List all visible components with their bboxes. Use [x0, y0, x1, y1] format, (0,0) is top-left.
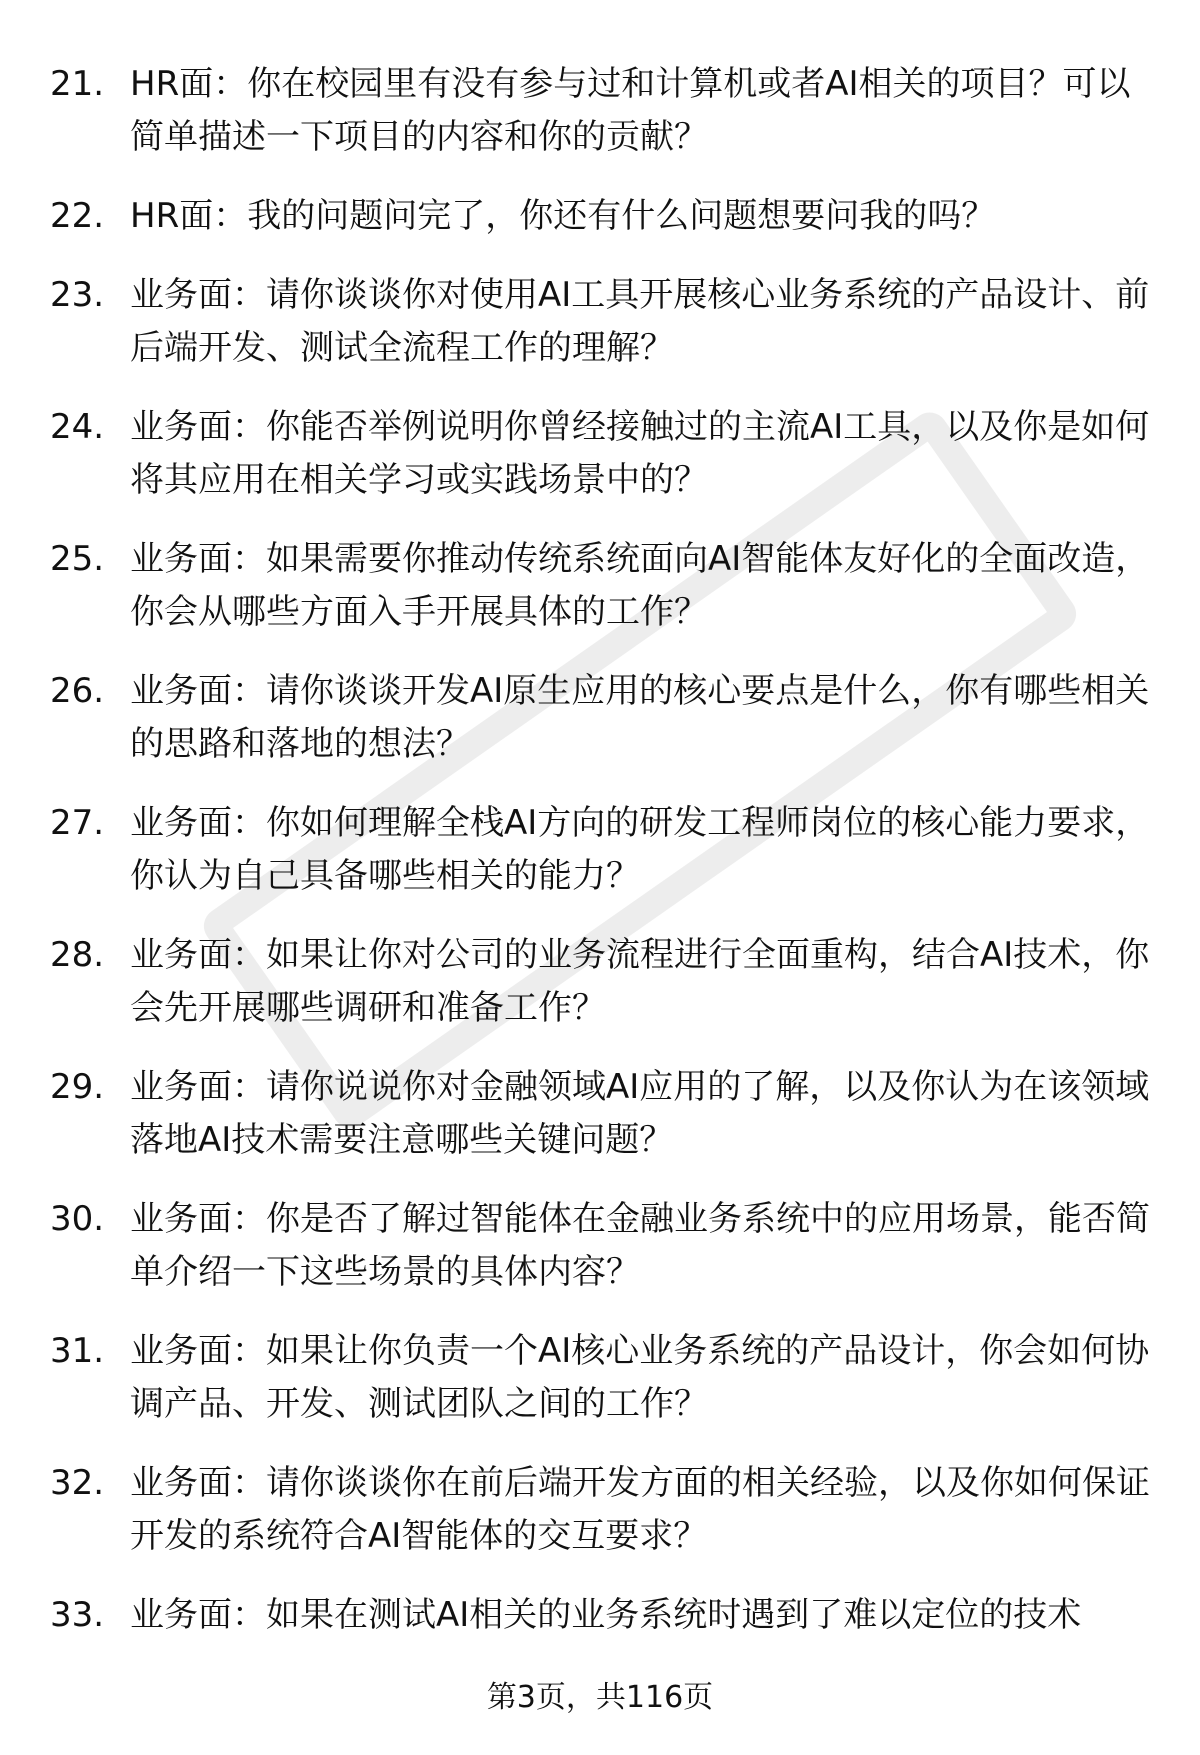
question-item [50, 1061, 1160, 1167]
question-item [50, 1457, 1160, 1563]
question-item [50, 190, 1160, 243]
question-number: 31. [50, 1331, 105, 1371]
question-number: 23. [50, 275, 105, 315]
question-item [50, 401, 1160, 507]
question-text: 业务面：如果在测试AI相关的业务系统时遇到了难以定位的技术 [130, 1595, 1082, 1635]
question-text: 业务面：请你谈谈你对使用AI工具开展核心业务系统的产品设计、前后端开发、测试全流程工作的理解？ [130, 275, 1150, 368]
question-text: 业务面：你如何理解全栈AI方向的研发工程师岗位的核心能力要求，你认为自己具备哪些相关的能力？ [130, 803, 1150, 896]
question-text: 业务面：如果需要你推动传统系统面向AI智能体友好化的全面改造，你会从哪些方面入手开展具体的工作？ [130, 539, 1150, 632]
question-text: 业务面：如果让你对公司的业务流程进行全面重构，结合AI技术，你会先开展哪些调研和准备工作？ [130, 935, 1150, 1028]
page-footer: 第3页，共116页 [486, 1680, 714, 1715]
question-text: HR面：你在校园里有没有参与过和计算机或者AI相关的项目？可以简单描述一下项目的内容和你的贡献？ [130, 64, 1131, 157]
question-number: 29. [50, 1067, 105, 1107]
question-text: 业务面：请你谈谈你在前后端开发方面的相关经验，以及你如何保证开发的系统符合AI智能体的交互要求？ [130, 1463, 1150, 1556]
question-number: 28. [50, 935, 105, 975]
question-number: 24. [50, 407, 105, 447]
question-item [50, 269, 1160, 375]
question-number: 21. [50, 64, 105, 104]
question-item [50, 533, 1160, 639]
question-number: 27. [50, 803, 105, 843]
question-item [50, 1589, 1160, 1642]
question-text: 业务面：如果让你负责一个AI核心业务系统的产品设计，你会如何协调产品、开发、测试团队之间的工作？ [130, 1331, 1150, 1424]
question-number: 25. [50, 539, 105, 579]
question-number: 30. [50, 1199, 105, 1239]
question-item [50, 665, 1160, 771]
question-text: 业务面：你能否举例说明你曾经接触过的主流AI工具，以及你是如何将其应用在相关学习或实践场景中的？ [130, 407, 1150, 500]
question-item [50, 929, 1160, 1035]
question-item [50, 797, 1160, 903]
question-number: 33. [50, 1595, 105, 1635]
question-text: 业务面：你是否了解过智能体在金融业务系统中的应用场景，能否简单介绍一下这些场景的具体内容？ [130, 1199, 1150, 1292]
question-item [50, 1325, 1160, 1431]
question-number: 22. [50, 196, 105, 236]
question-text: HR面：我的问题问完了，你还有什么问题想要问我的吗？ [130, 196, 996, 236]
question-number: 26. [50, 671, 105, 711]
question-item [50, 58, 1160, 164]
question-number: 32. [50, 1463, 105, 1503]
question-text: 业务面：请你说说你对金融领域AI应用的了解，以及你认为在该领域落地AI技术需要注意哪些关键问题？ [130, 1067, 1150, 1160]
question-list [50, 58, 1160, 1668]
question-text: 业务面：请你谈谈开发AI原生应用的核心要点是什么，你有哪些相关的思路和落地的想法？ [130, 671, 1150, 764]
question-item [50, 1193, 1160, 1299]
